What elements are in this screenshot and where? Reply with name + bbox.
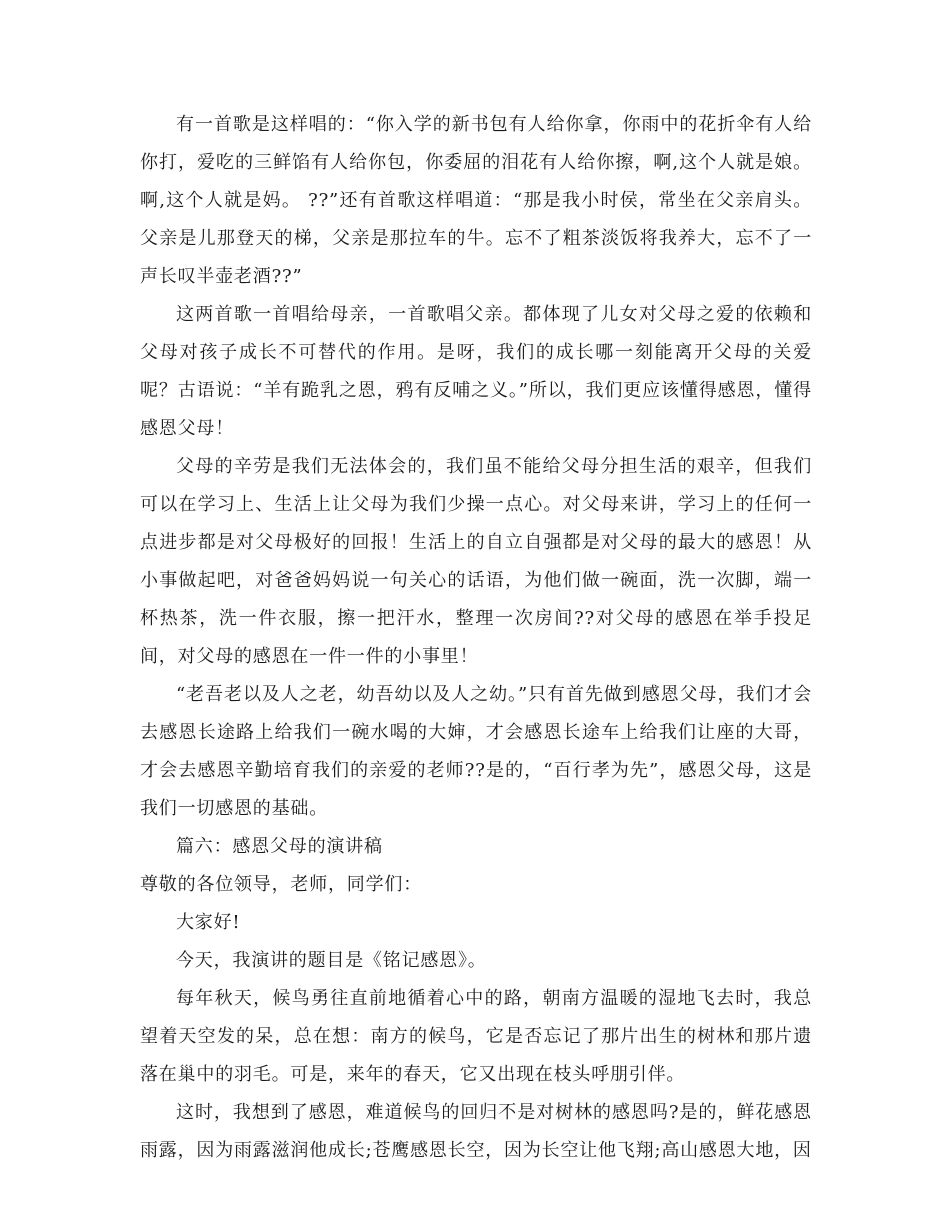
paragraph-respect-elders: “老吾老以及人之老，幼吾幼以及人之幼。”只有首先做到感恩父母，我们才会去感恩长途路上给我们一碗水喝的大婶，才会感恩长途车上给我们让座的大哥，才会去感恩辛勤培育我们的亲爱的老师??是的，“百行孝为先”，感恩父母，这是我们一切感恩的基础。 bbox=[140, 684, 812, 819]
greeting: 大家好! bbox=[176, 912, 241, 933]
paragraph-song-lyrics: 有一首歌是这样唱的：“你入学的新书包有人给你拿，你雨中的花折伞有人给你打，爱吃的三鲜馅有人给你包，你委屈的泪花有人给你擦，啊,这个人就是娘。啊,这个人就是妈。 ??”还有首歌这样唱道：“那是我小时侯，常坐在父亲肩头。父亲是儿那登天的梯，父亲是那拉车的牛。忘不了粗茶淡饭将我养大，忘不了一声长叹半壶老酒??” bbox=[140, 114, 812, 287]
paragraph-parents-hardship: 父母的辛劳是我们无法体会的，我们虽不能给父母分担生活的艰辛，但我们可以在学习上、生活上让父母为我们少操一点心。对父母来讲，学习上的任何一点进步都是对父母极好的回报！生活上的自立自强都是对父母的最大的感恩！从小事做起吧，对爸爸妈妈说一句关心的话语，为他们做一碗面，洗一次脚，端一杯热茶，洗一件衣服，擦一把汗水，整理一次房间??对父母的感恩在举手投足间，对父母的感恩在一件一件的小事里！ bbox=[140, 456, 812, 667]
section-title: 篇六：感恩父母的演讲稿 bbox=[176, 836, 383, 857]
paragraph-two-songs: 这两首歌一首唱给母亲，一首歌唱父亲。都体现了儿女对父母之爱的依赖和父母对孩子成长不可替代的作用。是呀，我们的成长哪一刻能离开父母的关爱呢？古语说：“羊有跪乳之恩，鸦有反哺之义。”所以，我们更应该懂得感恩，懂得感恩父母！ bbox=[140, 304, 812, 439]
document-body bbox=[140, 106, 812, 1170]
paragraph-gratitude: 这时，我想到了感恩，难道候鸟的回归不是对树林的感恩吗?是的，鲜花感恩雨露，因为雨露滋润他成长;苍鹰感恩长空，因为长空让他飞翔;高山感恩大地，因 bbox=[140, 1102, 812, 1161]
topic-line: 今天，我演讲的题目是《铭记感恩》。 bbox=[176, 950, 487, 971]
salutation: 尊敬的各位领导，老师，同学们： bbox=[140, 874, 422, 895]
paragraph-migratory-birds: 每年秋天，候鸟勇往直前地循着心中的路，朝南方温暖的湿地飞去时，我总望着天空发的呆，总在想：南方的候鸟，它是否忘记了那片出生的树林和那片遗落在巢中的羽毛。可是，来年的春天，它又出现在枝头呼朋引伴。 bbox=[140, 988, 812, 1085]
